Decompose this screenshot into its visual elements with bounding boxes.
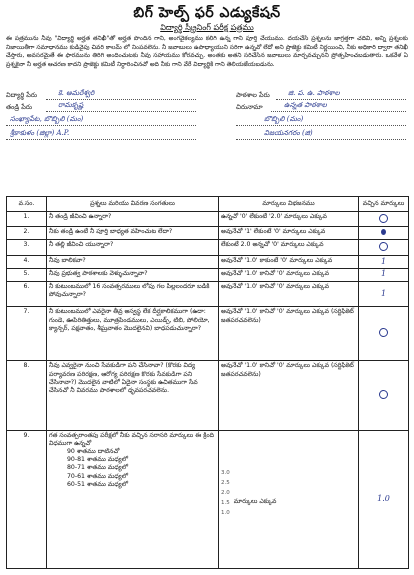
row-score[interactable] (359, 307, 409, 361)
scale-label: మార్కులు ఎక్కువ (233, 497, 277, 505)
scale-value: 1.5 (221, 499, 230, 506)
marks-range: 80-71 శాతము మధ్యలో (67, 464, 128, 472)
row-marks: అవునేచో '1.0' కానిచో '0' మార్కులు ఎక్కువ (సర్టిఫికెట్ జతపరచవలెను) (219, 361, 359, 430)
table-row (7, 255, 409, 268)
score-zero-mark (379, 390, 388, 399)
father-value: రామకృష్ణ (58, 101, 84, 109)
address-line-1: సంఖ్యాపేట, బొబ్బిలి (మం) (10, 115, 84, 123)
header-serial: వ.సం. (7, 197, 47, 212)
header-score: వచ్చిన మార్కులు (359, 197, 409, 212)
marks-range: 90 శాతము దాటినచో (67, 448, 120, 456)
table-row (7, 307, 409, 361)
score-zero-mark (379, 328, 388, 337)
score-zero-mark (379, 242, 388, 251)
row-question: నీ తల్లి జీవించి యున్నారా? (47, 240, 219, 255)
scale-value: 3.0 (221, 469, 230, 476)
table-row (7, 268, 409, 281)
screening-table (6, 196, 409, 569)
row-question: నీ తండ్రి జీవించి ఉన్నారా? (47, 212, 219, 227)
row-number: 5. (7, 268, 47, 281)
address-line-2b: విజయనగరం (జి) (264, 129, 313, 137)
form-title: బిగ్ హెల్ప్ ఫర్ ఎడ్యుకేషన్ (133, 5, 281, 21)
marks-range: 70-61 శాతము మధ్యలో (67, 472, 128, 480)
table-row (7, 361, 409, 430)
row-score[interactable]: 1 (359, 268, 409, 281)
address-line-2: శ్రీకాకుళం (జిల్లా) A.P. (10, 129, 70, 137)
address-value: ఉన్నత పాఠశాల (284, 101, 327, 109)
row-number: 2. (7, 227, 47, 240)
score-zero-mark (379, 214, 388, 223)
row-score[interactable] (359, 240, 409, 255)
marks-range: 90-81 శాతము మధ్యలో (67, 456, 128, 464)
student-info-block (6, 89, 408, 141)
row-number: 3. (7, 240, 47, 255)
row-number: 1. (7, 212, 47, 227)
row-number: 7. (7, 307, 47, 361)
row-question: నీవు ఎవ్వరైనా నుంచి సేవకుడిగా పని చేసినావా? (కొరకు విద్య పర్యావరణ పరిరక్షణ, ఆరోగ్య పరిరక్షణ కొరకు సేవకుడిగా పని చేసినావా?) మొదలైన వాటిలో ఏదైనా సంస్థకు ఉచితముగా సేవ చేసినచో నీ వివరము పాఠశాలలో ధృవపరచవలెను. (47, 361, 219, 430)
table-row (7, 240, 409, 255)
row-number: 4. (7, 255, 47, 268)
father-label: తండ్రి పేరు (6, 103, 32, 111)
row-number: 6. (7, 281, 47, 307)
address-line-1b: బొబ్బిలి (మం) (264, 115, 304, 123)
scale-value: 2.0 (221, 489, 230, 496)
table-row (7, 430, 409, 568)
table-row (7, 281, 409, 307)
row-score[interactable]: 1 (359, 281, 409, 307)
row-marks: లేకుంటే 2.0 అన్నచో '0' మార్కులు ఎక్కువ (219, 240, 359, 255)
student-name-label: విద్యార్థి పేరు (6, 91, 38, 99)
row-question: నీవు ప్రభుత్వ పాఠశాలకు వెళ్ళుచున్నావా? (47, 268, 219, 281)
student-name-value: కె. అమరేశ్వరి (58, 89, 95, 97)
row-score[interactable]: 1.0 (359, 430, 409, 568)
row-question: నీ కుటుంబములో ఎవరైనా తీవ్ర అస్వస్థ లేక దీర్ఘకాలికముగా (ఉదా: గుండె, ఊపిరితిత్తులు, మూత్రపిండములు, ఎయిడ్స్, టిబి, పోలియో, క్యాన్సర్, పక్షవాతం, శీఘ్రవాతం మొదలైనవి) బాధపడుచున్నారా? (47, 307, 219, 361)
row-marks: అవునేచో '1.0' కానిచో '0' మార్కులు ఎక్కువ (సర్టిఫికెట్ జతపరచవలెను) (219, 307, 359, 361)
address-label: చిరునామా (236, 103, 263, 111)
row-marks: అవునేచో '1.0' కాకుంటే '0' మార్కులు ఎక్కువ (219, 255, 359, 268)
header-marks: మార్కులు విభజనము (219, 197, 359, 212)
table-row (7, 227, 409, 240)
score-filled-mark (381, 229, 386, 235)
row-score[interactable] (359, 361, 409, 430)
school-value: జి. ప. ఉ. పాఠశాల (288, 89, 340, 97)
school-label: పాఠశాల పేరు (236, 91, 270, 99)
row-question: గత సంవత్సరాంతపు పరీక్షలో నీకు వచ్చిన సరాసరి మార్కులు ఈ క్రింది విధముగా ఉన్నచో 90 శాతము దాటినచో 90-81 శాతము మధ్యలో 80-71 శాతము మధ్యలో 70-61 శాతము మధ్యలో 60-51 శాతము మధ్యలో (47, 430, 219, 568)
scale-value: 1.0 (221, 509, 230, 516)
row-marks: అవునేచో '1' లేకుంటే '0' మార్కులు ఎక్కువ (219, 227, 359, 240)
row-question: నీకు తండ్రి ఉంటే నీ పూర్తి బాధ్యత వహించుట లేదా? (47, 227, 219, 240)
marks-range: 60-51 శాతము మధ్యలో (67, 480, 128, 488)
row-marks: అవునేచో '1.0' కానిచో '0' మార్కులు ఎక్కువ (219, 268, 359, 281)
row-marks: ఉన్నచో '0' లేకుంటే '2.0' మార్కులు ఎక్కువ (219, 212, 359, 227)
scale-value: 2.5 (221, 479, 230, 486)
row-question: నీవు బాలికవా? (47, 255, 219, 268)
intro-paragraph: ఈ పత్రమును నీవు "విద్యార్థి అర్హత తనిఖీ"తో అర్హత పొందిన గాని, అంగవైకల్యము కలిగి ఉన్న గాని పూర్తి చేయుము. దయచేసి ప్రశ్నలను జాగ్రత్తగా చదివి, అన్ని ప్రశ్నలకు నిజాయితీగా సమాధానము కుడివైపు చివరి కాలమ్ లో నింపవలెను. నీ జవాబులు ఉపాధ్యాయుని సరిగా ఉన్నవో లేదో అని ప్రాజెక్టు కమిటీ నిర్ణయించి, నీకు అధికారి ద్వారా తనిఖీ చేస్తారు, అవసరమైతే ఈ ఫారమును తిరిగి అందించుటకు నీవు సహాయము కోరవచ్చు. అంతకు అతని సరిచేసిన జవాబులు మార్చవచ్చునని ప్రోత్సహించబడుతారు. ఒకవేళ ఏ ప్రశ్నకైనా నీ అర్హత ఆచరణ కాదని ప్రాజెక్టు కమిటీ నిర్ధారించినచో అది నీకు గాని వేరే విద్యార్థికి గాని తెలియజేయబడును. (6, 35, 408, 68)
row-question: నీ కుటుంబములో 16 సంవత్సరములు లోపు గల పిల్లలందరూ బడికి పోవుచున్నారా? (47, 281, 219, 307)
row-number: 8. (7, 361, 47, 430)
header-question: ప్రశ్నలు మరియు వివరణ సంగతులు (47, 197, 219, 212)
row-number: 9. (7, 430, 47, 568)
form-subtitle: విద్యార్థి స్క్రీనింగ్ పరీక్ష పత్రము (160, 23, 254, 32)
row-score[interactable] (359, 227, 409, 240)
row-marks (219, 430, 359, 568)
row-marks: అవునేచో '1.0' కానిచో '0' మార్కులు ఎక్కువ (219, 281, 359, 307)
row-score[interactable] (359, 212, 409, 227)
table-header-row (7, 197, 409, 212)
row-score[interactable]: 1 (359, 255, 409, 268)
table-row (7, 212, 409, 227)
